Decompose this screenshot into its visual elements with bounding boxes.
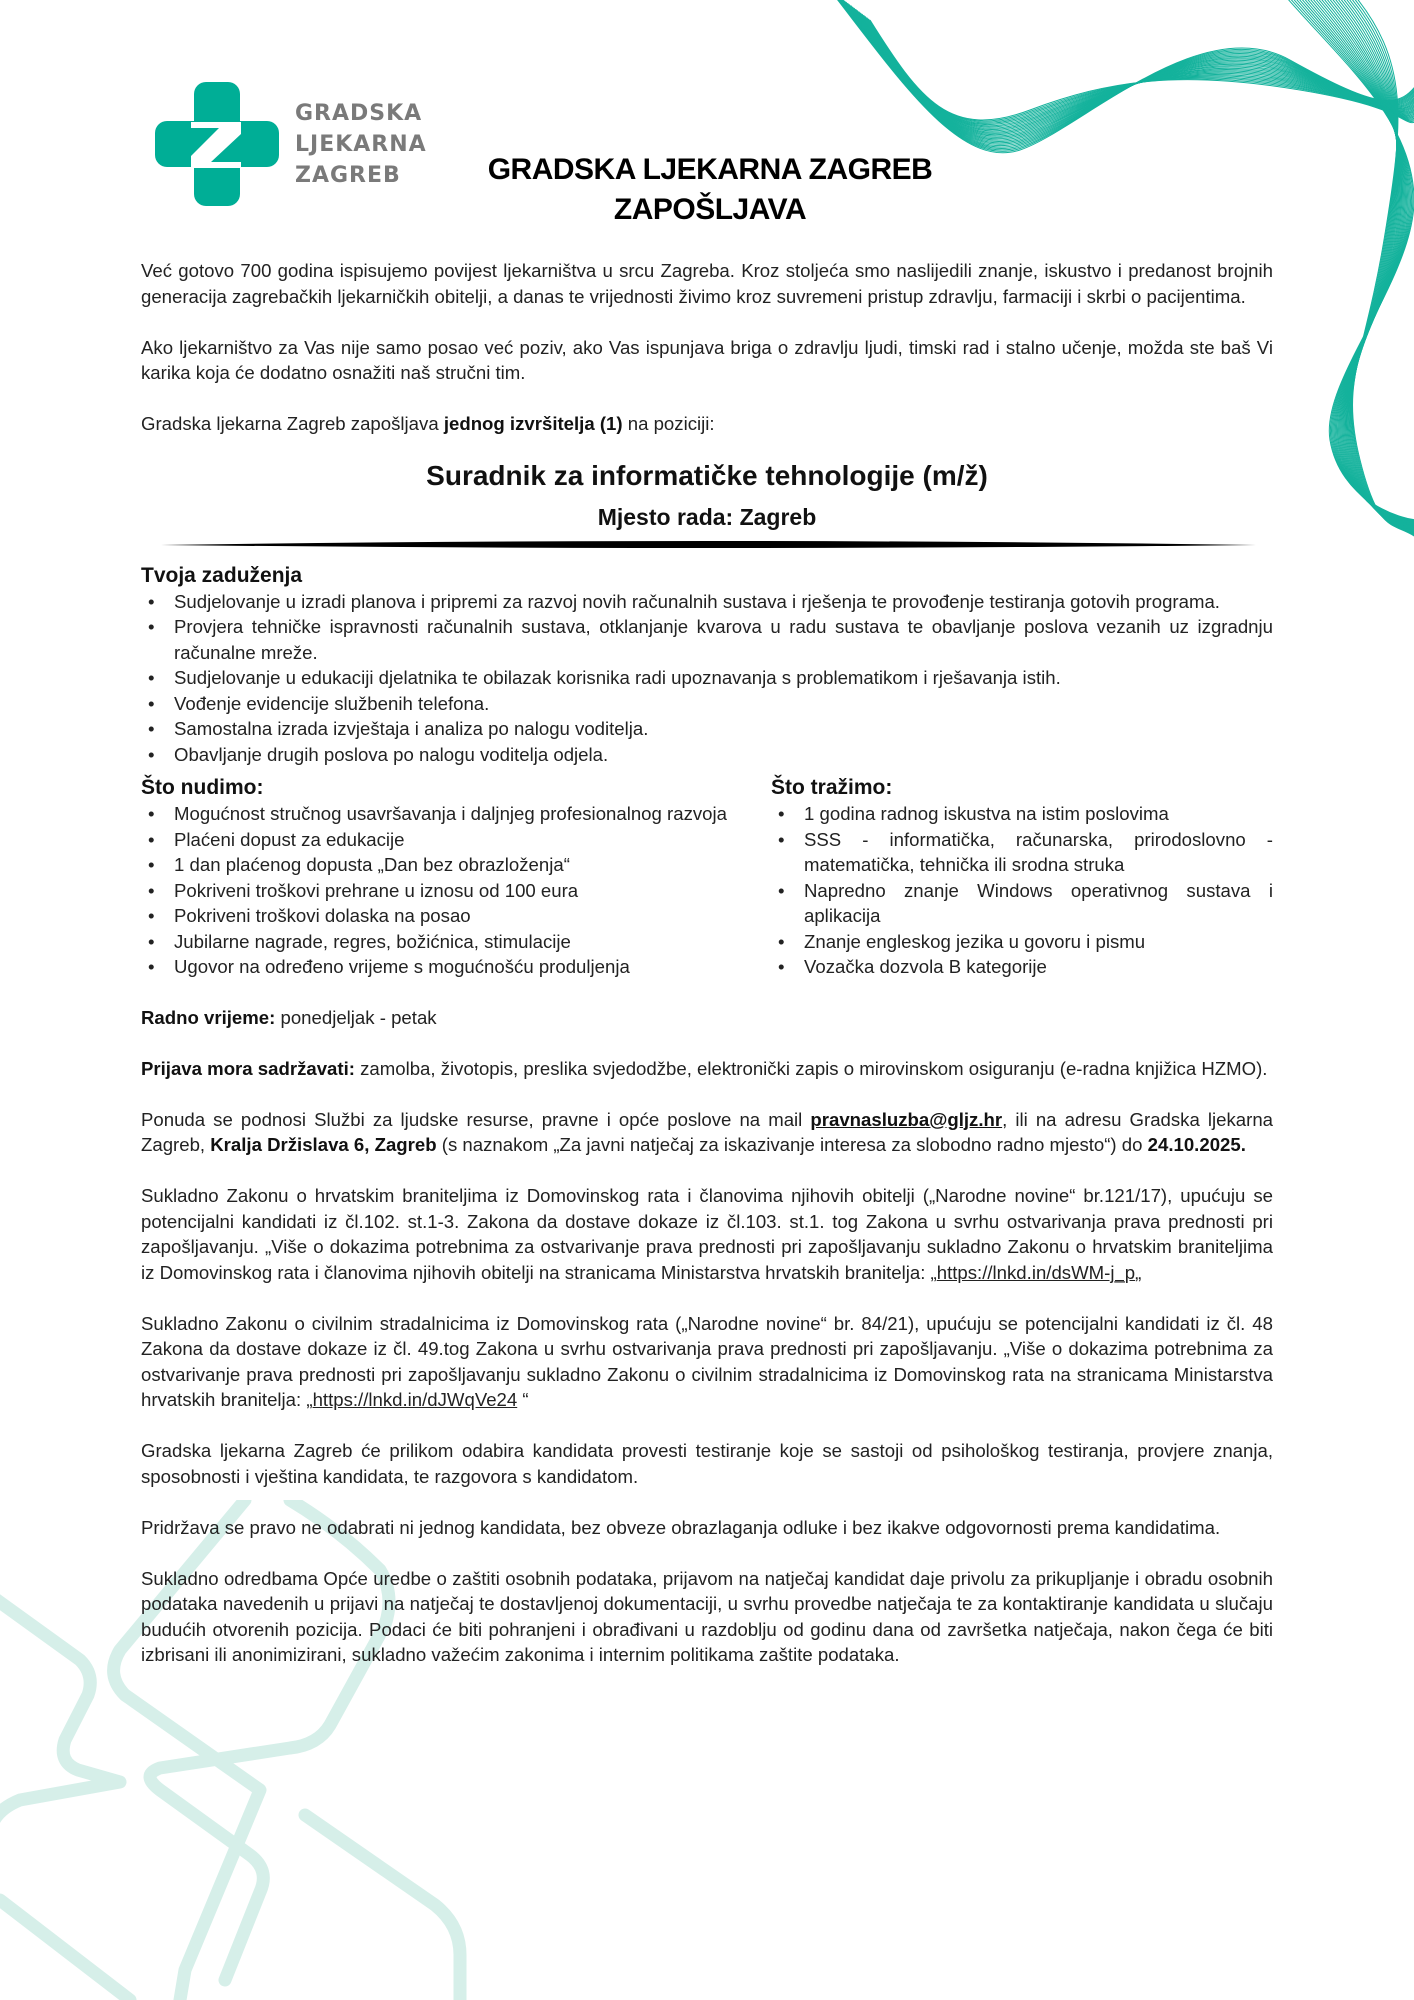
veterans-link[interactable]: https://lnkd.in/dsWM-j_p [936, 1261, 1136, 1283]
list-item: • 1 godina radnog iskustva na istim poslovima [804, 801, 1273, 827]
title-line-1: GRADSKA LJEKARNA ZAGREB [487, 153, 933, 186]
list-item: • SSS - informatička, računarska, prirodoslovno - matematička, tehnička ili srodna struka [804, 827, 1273, 878]
list-item: • Znanje engleskog jezika u govoru i pismu [804, 929, 1273, 955]
submission-info: Ponuda se podnosi Službi za ljudske resurse, pravne i opće poslove na mail pravnasluzba@gljz.hr, ili na adresu Gradska ljekarna Zagreb, Kralja Držislava 6, Zagreb (s naznakom „Za javni natječaj za iskazivanje interesa za slobodno radno mjesto“) do 24.10.2025. [141, 1108, 1273, 1155]
civilians-paragraph: Sukladno Zakonu o civilnim stradalnicima iz Domovinskog rata („Narodne novine“ br. 84/21), upućuju se potencijalni kandidati iz čl. 48 Zakona da dostave dokaze iz čl. 49.tog Zakona u svrhu ostvarivanja prava prednosti pri zapošljavanju. „Više o dokazima potrebnima za ostvarivanje prava prednosti pri zapošljavanju sukladno Zakonu o civilnim stradalnicima iz Domovinskog rata na stranicama Ministarstva hrvatskih branitelja: „https://lnkd.in/dJWqVe24 “ [141, 1312, 1273, 1410]
section-divider [161, 539, 1256, 551]
list-item: • Pokriveni troškovi dolaska na posao [174, 903, 756, 929]
requirements-heading: Što tražimo: [771, 776, 893, 799]
list-item: • Sudjelovanje u edukaciji djelatnika te obilazak korisnika radi upoznavanja s problematikom i rješavanja istih. [174, 665, 1273, 691]
page-title [470, 150, 950, 230]
email-link[interactable]: pravnasluzba@gljz.hr [810, 1108, 1003, 1130]
application-requirements: Prijava mora sadržavati: zamolba, životopis, preslika svjedodžbe, elektronički zapis o mirovinskom osiguranju (e-radna knjižica HZMO). [141, 1057, 1268, 1079]
list-item: • Samostalna izrada izvještaja i analiza po nalogu voditelja. [174, 716, 1273, 742]
deadline-date: 24.10.2025. [1147, 1134, 1246, 1155]
civilians-link[interactable]: https://lnkd.in/dJWqVe24 [312, 1389, 518, 1410]
title-line-2: ZAPOŠLJAVA [613, 193, 807, 226]
veterans-paragraph: Sukladno Zakonu o hrvatskim braniteljima iz Domovinskog rata i članovima njihovih obitelji („Narodne novine“ br.121/17), upućuju se potencijalni kandidati iz čl.102. st.1-3. Zakona da dostave dokaze iz čl.103. st.1. tog Zakona u svrhu ostvarivanja prava prednosti pri zapošljavanju. „Više o dokazima potrebnima za ostvarivanje prava prednosti pri zapošljavanju sukladno Zakonu o hrvatskim braniteljima iz Domovinskog rata i članovima njihovih obitelji na stranicama Ministarstva hrvatskih branitelja: „https://lnkd.in/dsWM-j_p„ [141, 1185, 1273, 1283]
duties-list [141, 589, 1273, 768]
logo-line-2: LJEKARNA [295, 132, 427, 157]
logo-line-3: ZAGREB [295, 163, 401, 188]
reservation-paragraph: Pridržava se pravo ne odabrati ni jednog kandidata, bez obveze obrazlaganja odluke i bez ikakve odgovornosti prema kandidatima. [141, 1516, 1221, 1538]
offer-requirements-columns [141, 775, 1273, 980]
working-hours: Radno vrijeme: ponedjeljak - petak [141, 1006, 437, 1028]
list-item: • Plaćeni dopust za edukacije [174, 827, 756, 853]
list-item: • 1 dan plaćenog dopusta „Dan bez obrazloženja“ [174, 852, 756, 878]
pharmacy-cross-logo-icon [155, 82, 279, 206]
logo-line-1: GRADSKA [295, 101, 423, 126]
offer-section [141, 775, 756, 980]
list-item: • Vođenje evidencije službenih telefona. [174, 691, 1273, 717]
requirements-section [771, 775, 1273, 980]
list-item: • Ugovor na određeno vrijeme s mogućnošću produljenja [174, 954, 756, 980]
vacancy-count: jednog izvršitelja (1) [443, 413, 623, 434]
intro-paragraph-1: Već gotovo 700 godina ispisujemo povijest ljekarništva u srcu Zagreba. Kroz stoljeća smo naslijedili znanje, iskustvo i predanost brojnih generacija zagrebačkih ljekarničkih obitelji, a danas te vrijednosti živimo kroz suvremeni pristup zdravlju, farmaciji i skrbi o pacijentima. [141, 260, 1273, 307]
list-item: • Mogućnost stručnog usavršavanja i daljnjeg profesionalnog razvoja [174, 801, 756, 827]
testing-paragraph: Gradska ljekarna Zagreb će prilikom odabira kandidata provesti testiranje koje se sastoji od psihološkog testiranja, provjere znanja, sposobnosti i vještina kandidata, te razgovora s kandidatom. [141, 1440, 1273, 1487]
list-item: • Provjera tehničke ispravnosti računalnih sustava, otklanjanje kvarova u radu sustava te obavljanje poslova vezanih uz izgradnju računalne mreže. [174, 614, 1273, 665]
position-title: Suradnik za informatičke tehnologije (m/ž) [426, 459, 988, 491]
list-item: • Jubilarne nagrade, regres, božićnica, stimulacije [174, 929, 756, 955]
intro-paragraph-2: Ako ljekarništvo za Vas nije samo posao već poziv, ako Vas ispunjava briga o zdravlju ljudi, timski rad i stalno učenje, možda ste baš Vi karika koja će dodatno osnažiti naš stručni tim. [141, 336, 1273, 383]
list-item: • Sudjelovanje u izradi planova i pripremi za razvoj novih računalnih sustava i rješenja te provođenje testiranja gotovih programa. [174, 589, 1273, 615]
requirements-list [771, 801, 1273, 980]
company-logo [155, 82, 455, 206]
list-item: • Pokriveni troškovi prehrane u iznosu od 100 eura [174, 878, 756, 904]
offer-list [141, 801, 756, 980]
document-body [141, 258, 1273, 1668]
gdpr-paragraph: Sukladno odredbama Opće uredbe o zaštiti osobnih podataka, prijavom na natječaj kandidat daje privolu za prikupljanje i obradu osobnih podataka navedenih u prijavi na natječaj te dostavljenoj dokumentaciji, u svrhu provedbe natječaja te za kontaktiranje kandidata u slučaju budućih otvorenih pozicija. Podaci će biti pohranjeni i obrađivani u razdoblju od godinu dana od završetka natječaja, nakon čega će biti izbrisani ili anonimizirani, sukladno važećim zakonima i internim politikama zaštite podataka. [141, 1567, 1273, 1665]
address: Kralja Držislava 6, Zagreb [210, 1134, 437, 1155]
offer-heading: Što nudimo: [141, 776, 264, 799]
logo-wordmark [295, 98, 427, 191]
work-location: Mjesto rada: Zagreb [597, 503, 817, 530]
intro-paragraph-3: Gradska ljekarna Zagreb zapošljava jednog izvršitelja (1) na poziciji: [141, 413, 715, 434]
list-item: • Obavljanje drugih poslova po nalogu voditelja odjela. [174, 742, 1273, 768]
list-item: • Napredno znanje Windows operativnog sustava i aplikacija [804, 878, 1273, 929]
duties-heading: Tvoja zaduženja [141, 563, 303, 587]
list-item: • Vozačka dozvola B kategorije [804, 954, 1273, 980]
